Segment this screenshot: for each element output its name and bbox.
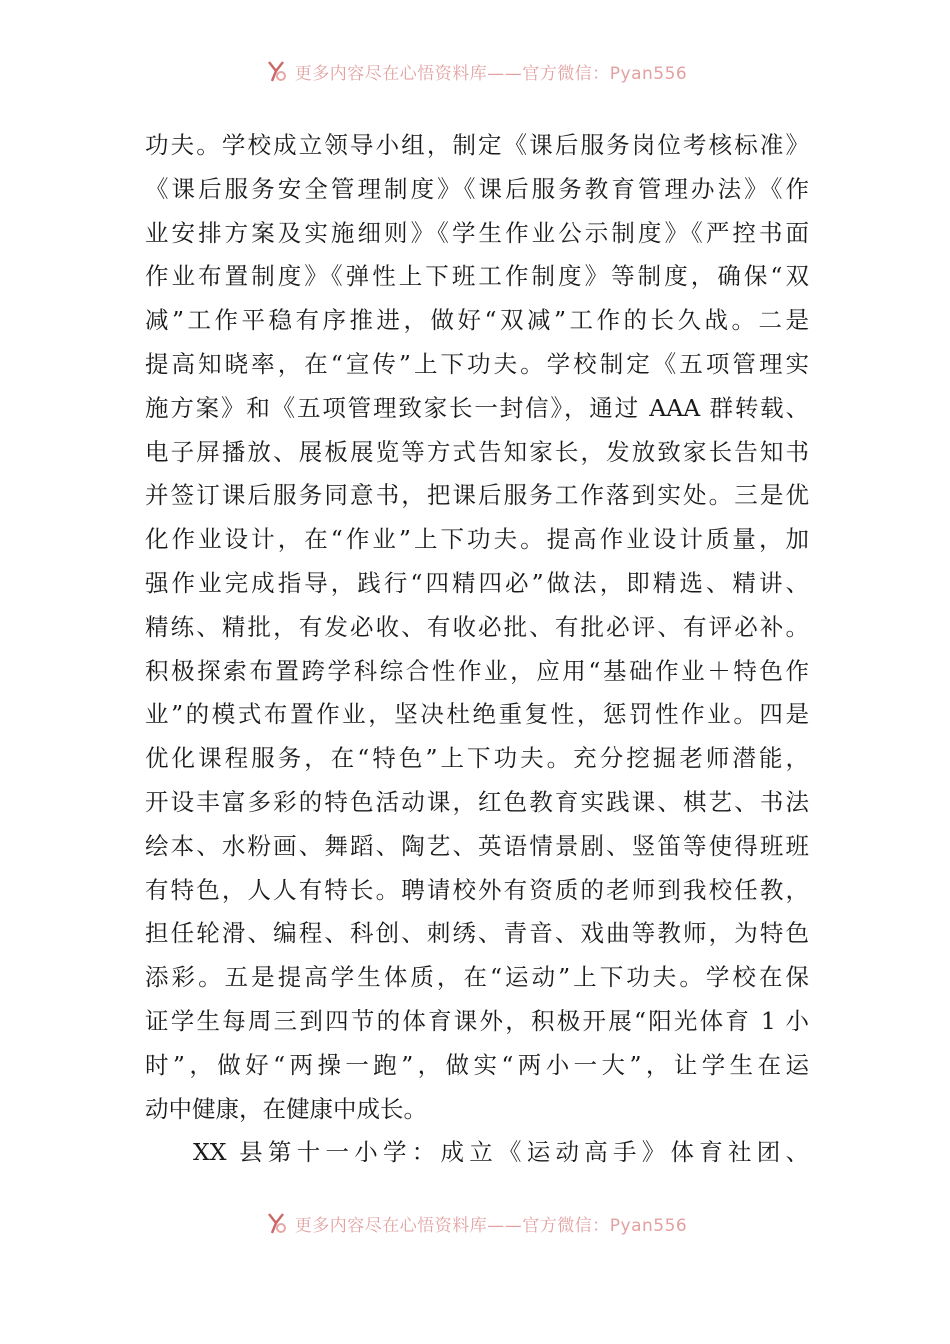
text-line: 减”工作平稳有序推进，做好“双减”工作的长久战。二是 [145,306,809,335]
text-line: 动中健康，在健康中成长。 [145,1094,427,1123]
text-line: 积极探索布置跨学科综合性作业，应用“基础作业＋特色作 [145,656,809,685]
footer-watermark [0,1206,950,1240]
text-line: 绘本、水粉画、舞蹈、陶艺、英语情景剧、竖笛等使得班班 [145,831,809,860]
text-line: 担任轮滑、编程、科创、刺绣、青音、戏曲等教师，为特色 [145,919,809,948]
text-line: 提高知晓率，在“宣传”上下功夫。学校制定《五项管理实 [145,349,809,378]
text-line: 并签订课后服务同意书，把课后服务工作落到实处。三是优 [145,481,809,510]
document-body [145,124,809,1175]
text-line: 业安排方案及实施细则》《学生作业公示制度》《严控书面 [145,218,809,247]
yan-logo-icon [263,58,289,84]
text-line: 开设丰富多彩的特色活动课，红色教育实践课、棋艺、书法 [145,787,809,816]
text-line: 添彩。五是提高学生体质，在“运动”上下功夫。学校在保 [145,963,809,992]
text-line: 强作业完成指导，践行“四精四必”做法，即精选、精讲、 [145,568,809,597]
header-watermark [0,54,950,88]
watermark-text: 更多内容尽在心悟资料库——官方微信：Pyan556 [294,63,688,84]
text-line: 功夫。学校成立领导小组，制定《课后服务岗位考核标准》 [145,131,809,159]
text-line: 有特色，人人有特长。聘请校外有资质的老师到我校任教， [145,875,809,904]
paragraph-first-line: XX 县第十一小学：成立《运动高手》体育社团、 [193,1138,809,1167]
text-line: 作业布置制度》《弹性上下班工作制度》等制度，确保“双 [145,262,809,291]
text-line: 施方案》和《五项管理致家长一封信》，通过 AAA 群转载、 [145,393,809,422]
text-line: 精练、精批，有发必收、有收必批、有批必评、有评必补。 [145,612,809,641]
text-line: 证学生每周三到四节的体育课外，积极开展“阳光体育 1 小 [145,1006,809,1035]
text-line: 优化课程服务，在“特色”上下功夫。充分挖掘老师潜能， [145,744,809,773]
text-line: 《课后服务安全管理制度》《课后服务教育管理办法》《作 [145,174,809,203]
watermark-text: 更多内容尽在心悟资料库——官方微信：Pyan556 [294,1215,688,1236]
text-line: 化作业设计，在“作业”上下功夫。提高作业设计质量，加 [145,525,809,554]
yan-logo-icon [263,1210,289,1236]
text-line: 时”，做好“两操一跑”，做实“两小一大”，让学生在运 [145,1050,809,1079]
text-line: 电子屏播放、展板展览等方式告知家长，发放致家长告知书 [145,437,809,466]
text-line: 业”的模式布置作业，坚决杜绝重复性，惩罚性作业。四是 [145,700,809,729]
